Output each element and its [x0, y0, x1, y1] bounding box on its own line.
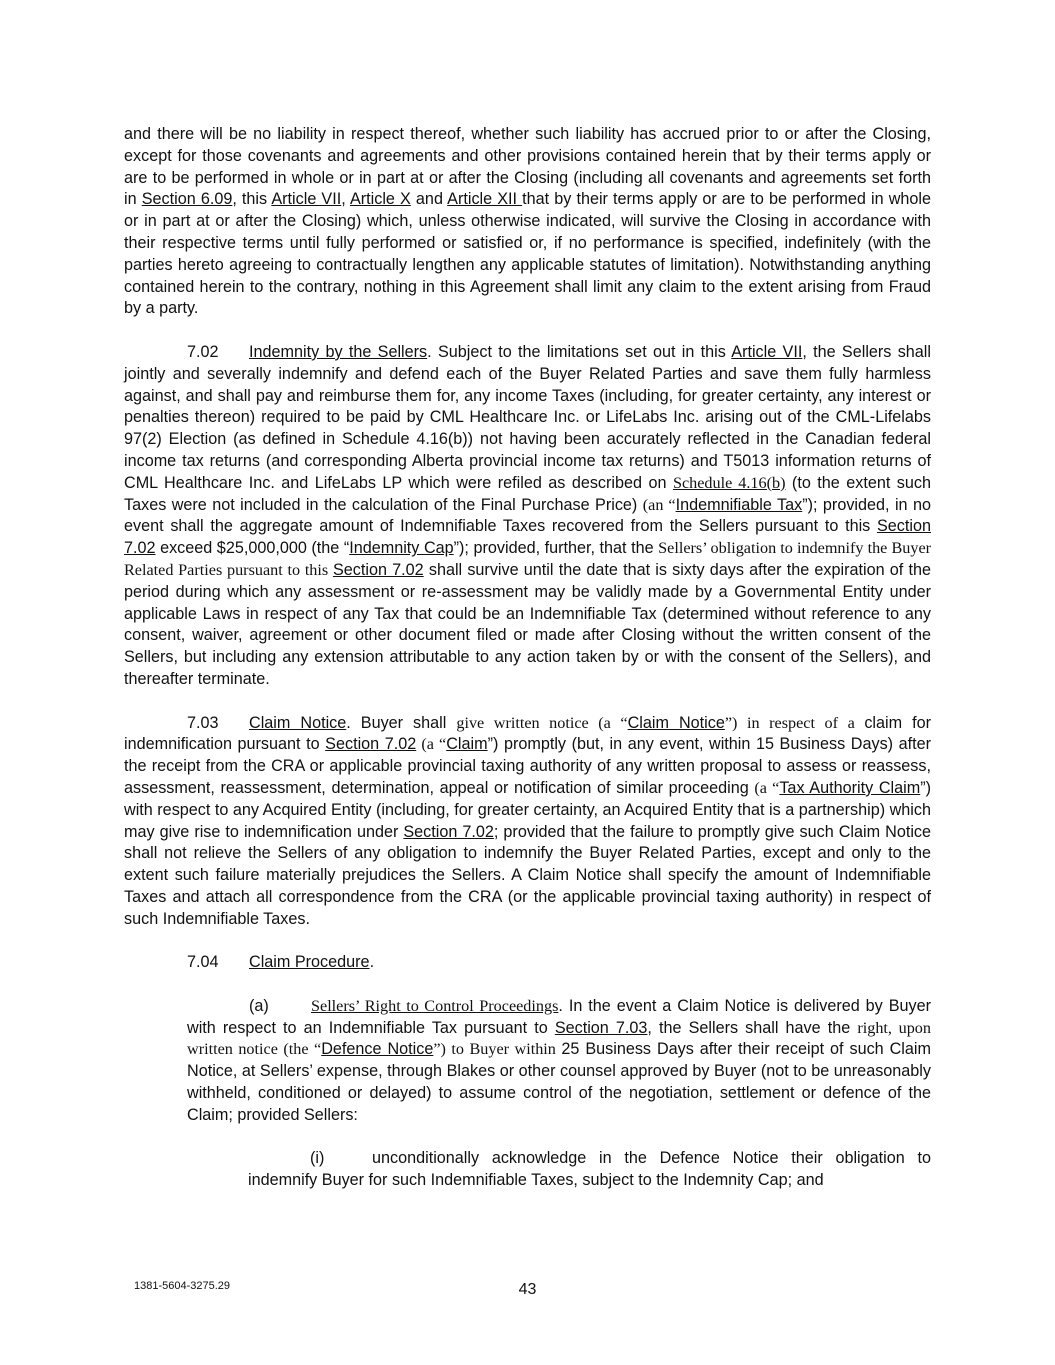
text: and: [410, 190, 448, 209]
section-heading: Claim Procedure: [249, 953, 370, 972]
section-heading: Claim Notice: [249, 713, 347, 732]
article-reference: Article VII: [271, 190, 342, 209]
schedule-reference: Schedule 4.16(b): [672, 473, 786, 492]
section-reference: Section 7.02: [325, 735, 417, 754]
text: give written notice (a “: [456, 713, 628, 732]
section-number: 7.03: [187, 713, 219, 732]
text: (an “: [642, 495, 676, 514]
section-reference: Section 6.09: [141, 190, 233, 209]
clause-heading: Sellers’ Right to Control Proceedings: [311, 996, 559, 1015]
text: ; provided that the failure to promptly give such Claim Notice shall not relieve the Sellers of any obligation to indemnify the Buyer Related Parties, except and only to the extent such failure materially prejudices the Sellers. A Claim Notice shall specify the amount of Indemnifiable Taxes and attach all correspondence from the CRA (or the applicable provincial taxing authority) in respect of such Indemnifiable Taxes.: [124, 822, 932, 928]
section-7-02: [124, 342, 931, 691]
text: , the Sellers shall jointly and severally indemnify and defend each of the Buyer Related Parties and save them fully harmless against, and shall pay and reimburse them for, any income Taxes (including, for greater certainty, any interest or penalties thereon) required to be paid by CML Healthcare Inc. or LifeLabs Inc. arising out of the CML-Lifelabs 97(2) Election (as defined in Schedule 4.16(b)) not having been accurately reflected in the Canadian federal income tax returns (and corresponding Alberta provincial income tax returns) and T5013 information returns of CML Healthcare Inc. and LifeLabs LP which were refiled as described on: [124, 342, 931, 492]
text: that by their terms apply or are to be performed in whole or in part at or after the Closing) which, unless otherwise indicated, will survive the Closing in accordance with their respective terms until fully performed or satisfied or, if no performance is specified, indefinitely (with the parties hereto agreeing to contractually lengthen any applicable statutes of limitation). Notwithstanding anything contained herein to the contrary, nothing in this Agreement shall limit any claim to the extent arising from Fraud by a party.: [124, 190, 932, 318]
text: ”); provided, further, that the: [453, 539, 659, 558]
text: exceed $25,000,000 (the “: [155, 539, 350, 558]
defined-term: Tax Authority Claim: [779, 778, 921, 797]
clause-label: (a): [249, 996, 269, 1015]
defined-term: Claim: [446, 735, 488, 754]
article-reference: Article X: [349, 190, 411, 209]
text: (a “: [754, 778, 780, 797]
section-number: 7.02: [187, 342, 219, 361]
page-number: 43: [518, 1281, 537, 1298]
text: ”) promptly (but, in any event, within 15 Business Days) after the receipt from the CRA or applicable provincial taxing authority of any written proposal to assess or reassess, assessment, reassessment, determination, appeal or notification of similar proceeding: [124, 735, 932, 797]
text: (a “: [416, 735, 447, 754]
section-reference: Section 7.02: [403, 822, 494, 841]
section-7-03: [124, 713, 931, 931]
section-reference: Section 7.03: [554, 1018, 648, 1037]
survival-paragraph: [124, 124, 931, 320]
text: . In the event a Claim Notice is delivered by Buyer with respect to an Indemnifiable Tax pursuant to: [187, 996, 931, 1037]
text: . Subject to the limitations set out in this: [427, 342, 732, 361]
text: 25 Business Days after their receipt of such Claim Notice, at Sellers’ expense, through Blakes or other counsel approved by Buyer (not to be unreasonably withheld, conditioned or delayed) to assume control of the negotiation, settlement or defence of the Claim; provided Sellers:: [187, 1040, 931, 1124]
text: Sellers’ obligation to indemnify the Buyer Related Parties pursuant to this: [124, 539, 932, 579]
defined-term: Indemnifiable Tax: [675, 495, 803, 514]
text: claim for indemnification pursuant to: [124, 713, 931, 754]
text: ”); provided, in no event shall the aggregate amount of Indemnifiable Taxes recovered from the Sellers pursuant to this: [124, 495, 932, 536]
defined-term: Indemnity Cap: [349, 539, 454, 558]
clause-label: (i): [310, 1149, 325, 1168]
defined-term: Defence Notice: [321, 1040, 434, 1059]
text: ,: [341, 190, 350, 209]
text: , the Sellers shall have the: [647, 1018, 858, 1037]
document-page: [124, 124, 931, 1192]
section-number: 7.04: [187, 953, 219, 972]
text: and there will be no liability in respect thereof, whether such liability has accrued prior to or after the Closing, except for those covenants and agreements and other provisions contained herein that by their terms apply or are to be performed in whole or in part at or after the Closing (including all covenants and agreements set forth in: [124, 125, 931, 209]
text: . Buyer shall: [346, 713, 457, 732]
clause-7-04-a-i: [248, 1148, 931, 1192]
text: shall survive until the date that is sixty days after the expiration of the period during which any assessment or re-assessment may be validly made by a Governmental Entity under applicable Laws in respect of any Tax that could be an Indemnifiable Tax (determined without reference to any consent, waiver, agreement or other document filed or made after Closing without the written consent of the Sellers, but including any extension attributable to any action taken by or with the consent of the Sellers), and thereafter terminate.: [124, 560, 931, 688]
text: ”) with respect to any Acquired Entity (including, for greater certainty, an Acquired Entity that is a partnership) which may give rise to indemnification under: [124, 778, 931, 841]
article-reference: Article VII: [731, 342, 803, 361]
page-number-row: [0, 1281, 1055, 1299]
text: unconditionally acknowledge in the Defence Notice their obligation to indemnify Buyer for such Indemnifiable Taxes, subject to the Indemnity Cap; and: [248, 1149, 931, 1190]
text: (to the extent such Taxes were not included in the calculation of the Final Purchase Price): [124, 473, 931, 514]
document-id: 1381-5604-3275.29: [134, 1280, 231, 1292]
clause-7-04-a: [187, 996, 931, 1127]
text: right, upon written notice (the “: [187, 1018, 931, 1059]
defined-term: Claim Notice: [627, 713, 725, 732]
text: ”) in respect of a: [724, 713, 865, 732]
text: ”) to Buyer within: [433, 1040, 562, 1059]
section-reference: Section 7.02: [124, 517, 931, 558]
section-7-04: [124, 952, 931, 974]
article-reference: Article XII: [447, 190, 523, 209]
text: , this: [232, 190, 272, 209]
section-reference: Section 7.02: [332, 560, 424, 579]
text: .: [369, 953, 375, 972]
section-heading: Indemnity by the Sellers: [249, 342, 428, 361]
